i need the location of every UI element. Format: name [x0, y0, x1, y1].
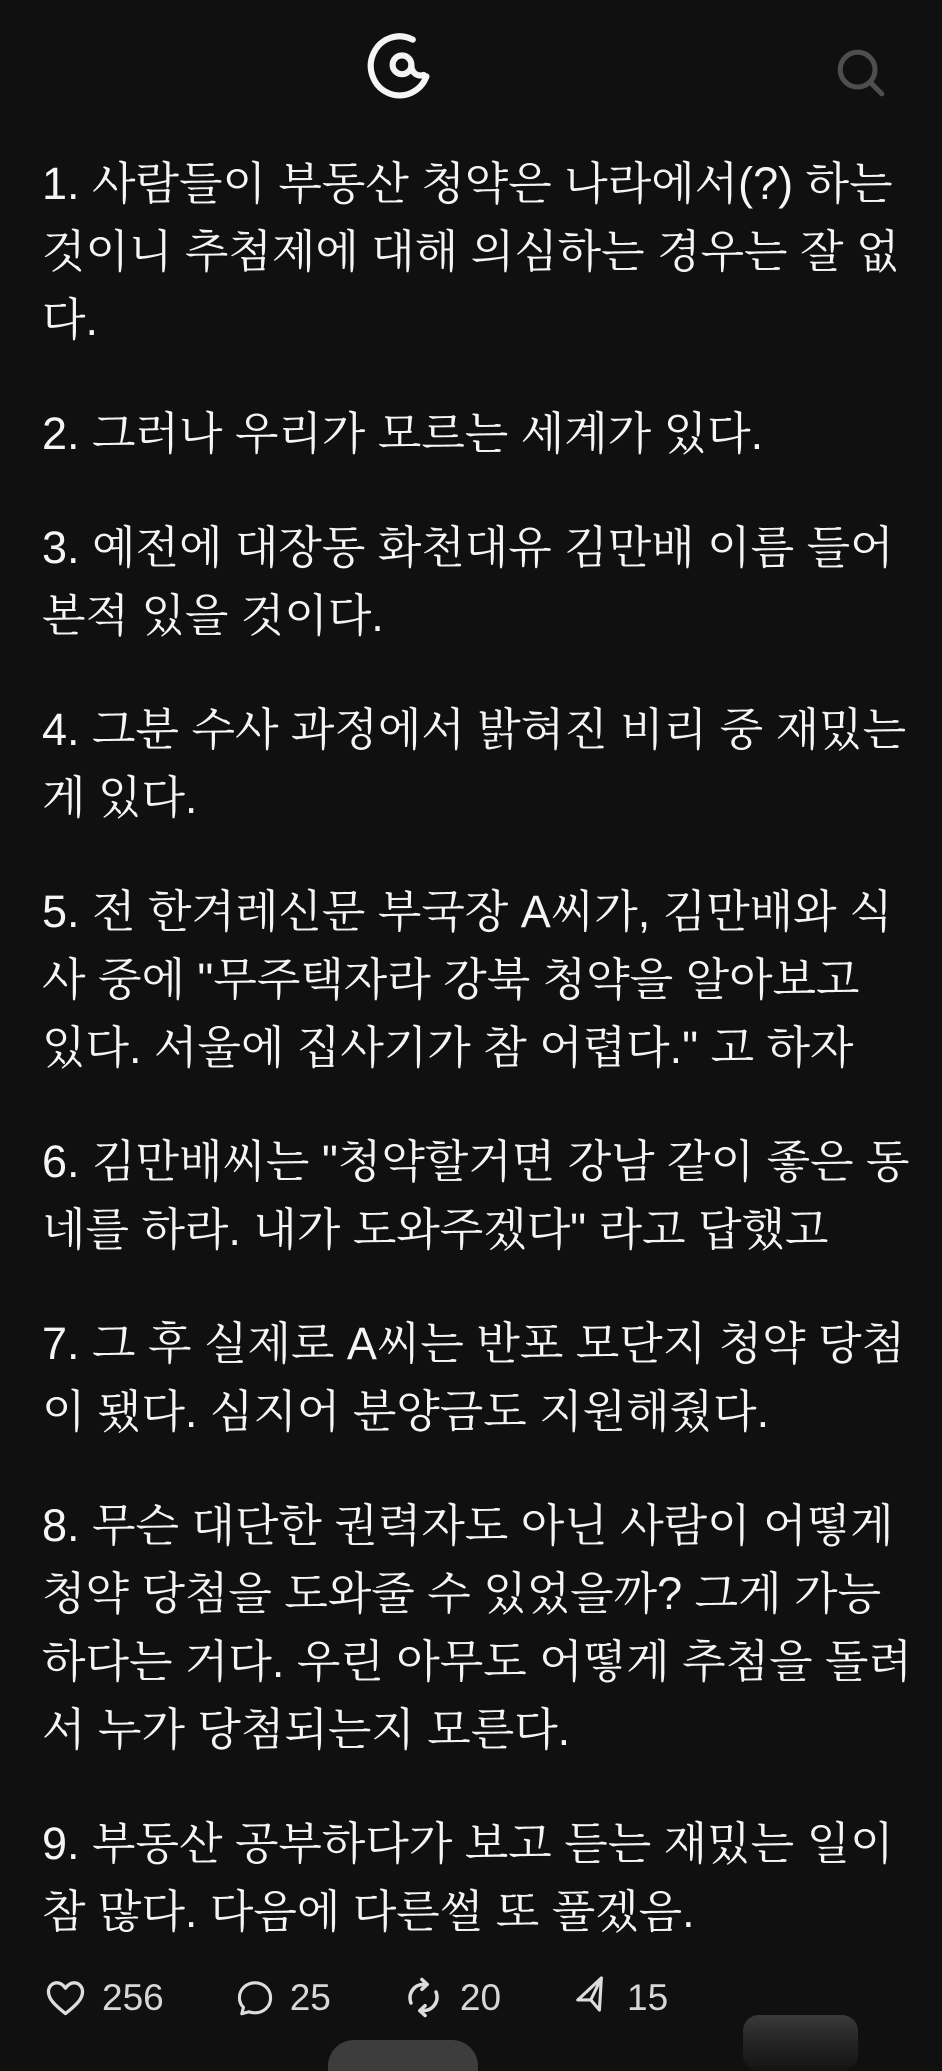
post-paragraph-8: 8. 무슨 대단한 권력자도 아닌 사람이 어떻게 청약 당첨을 도와줄 수 있었을까? 그게 가능하다는 거다. 우린 아무도 어떻게 추첨을 돌려서 누가 당첨되는지 모른다.: [42, 1500, 912, 1755]
repost-icon: [400, 1974, 447, 2021]
post-paragraph-2: 2. 그러나 우리가 모르는 세계가 있다.: [42, 408, 764, 459]
comment-button[interactable]: [233, 1976, 331, 2020]
post-paragraph-5: 5. 전 한겨레신문 부국장 A씨가, 김만배와 식사 중에 "무주택자라 강북 청약을 알아보고 있다. 서울에 집사기가 참 어렵다." 고 하자: [42, 886, 893, 1073]
speech-bubble-icon: [233, 1976, 277, 2020]
heart-icon: [42, 1974, 89, 2021]
repost-count: 20: [459, 1977, 502, 2018]
like-button[interactable]: [42, 1974, 164, 2021]
post-paragraph-6: 6. 김만배씨는 "청약할거면 강남 같이 좋은 동네를 하라. 내가 도와주겠다" 라고 답했고: [42, 1136, 910, 1255]
post-body: [0, 150, 942, 1992]
post-paragraph-4: 4. 그분 수사 과정에서 밝혀진 비리 중 재밌는 게 있다.: [42, 704, 907, 823]
post-paragraph-7: 7. 그 후 실제로 A씨는 반포 모단지 청약 당첨이 됐다. 심지어 분양금도 지원해줬다.: [42, 1318, 906, 1437]
post-paragraph-9: 9. 부동산 공부하다가 보고 듣는 재밌는 일이 참 많다. 다음에 다른썰 또 풀겠음.: [42, 1818, 894, 1937]
comment-count: 25: [289, 1977, 331, 2018]
search-icon[interactable]: [832, 44, 890, 102]
post-paragraph-1: 1. 사람들이 부동산 청약은 나라에서(?) 하는 것이니 추첨제에 대해 의심하는 경우는 잘 없다.: [42, 158, 900, 345]
partial-bottom-pill[interactable]: [328, 2040, 478, 2071]
partial-bottom-button[interactable]: [743, 2015, 858, 2071]
like-count: 256: [102, 1977, 164, 2018]
threads-logo-icon[interactable]: [366, 28, 438, 106]
repost-button[interactable]: [400, 1974, 501, 2021]
send-icon: [570, 1976, 614, 2020]
share-button[interactable]: [570, 1976, 668, 2020]
share-count: 15: [627, 1977, 669, 2018]
engagement-bar: [42, 1974, 668, 2021]
post-paragraph-3: 3. 예전에 대장동 화천대유 김만배 이름 들어 본적 있을 것이다.: [42, 522, 894, 641]
